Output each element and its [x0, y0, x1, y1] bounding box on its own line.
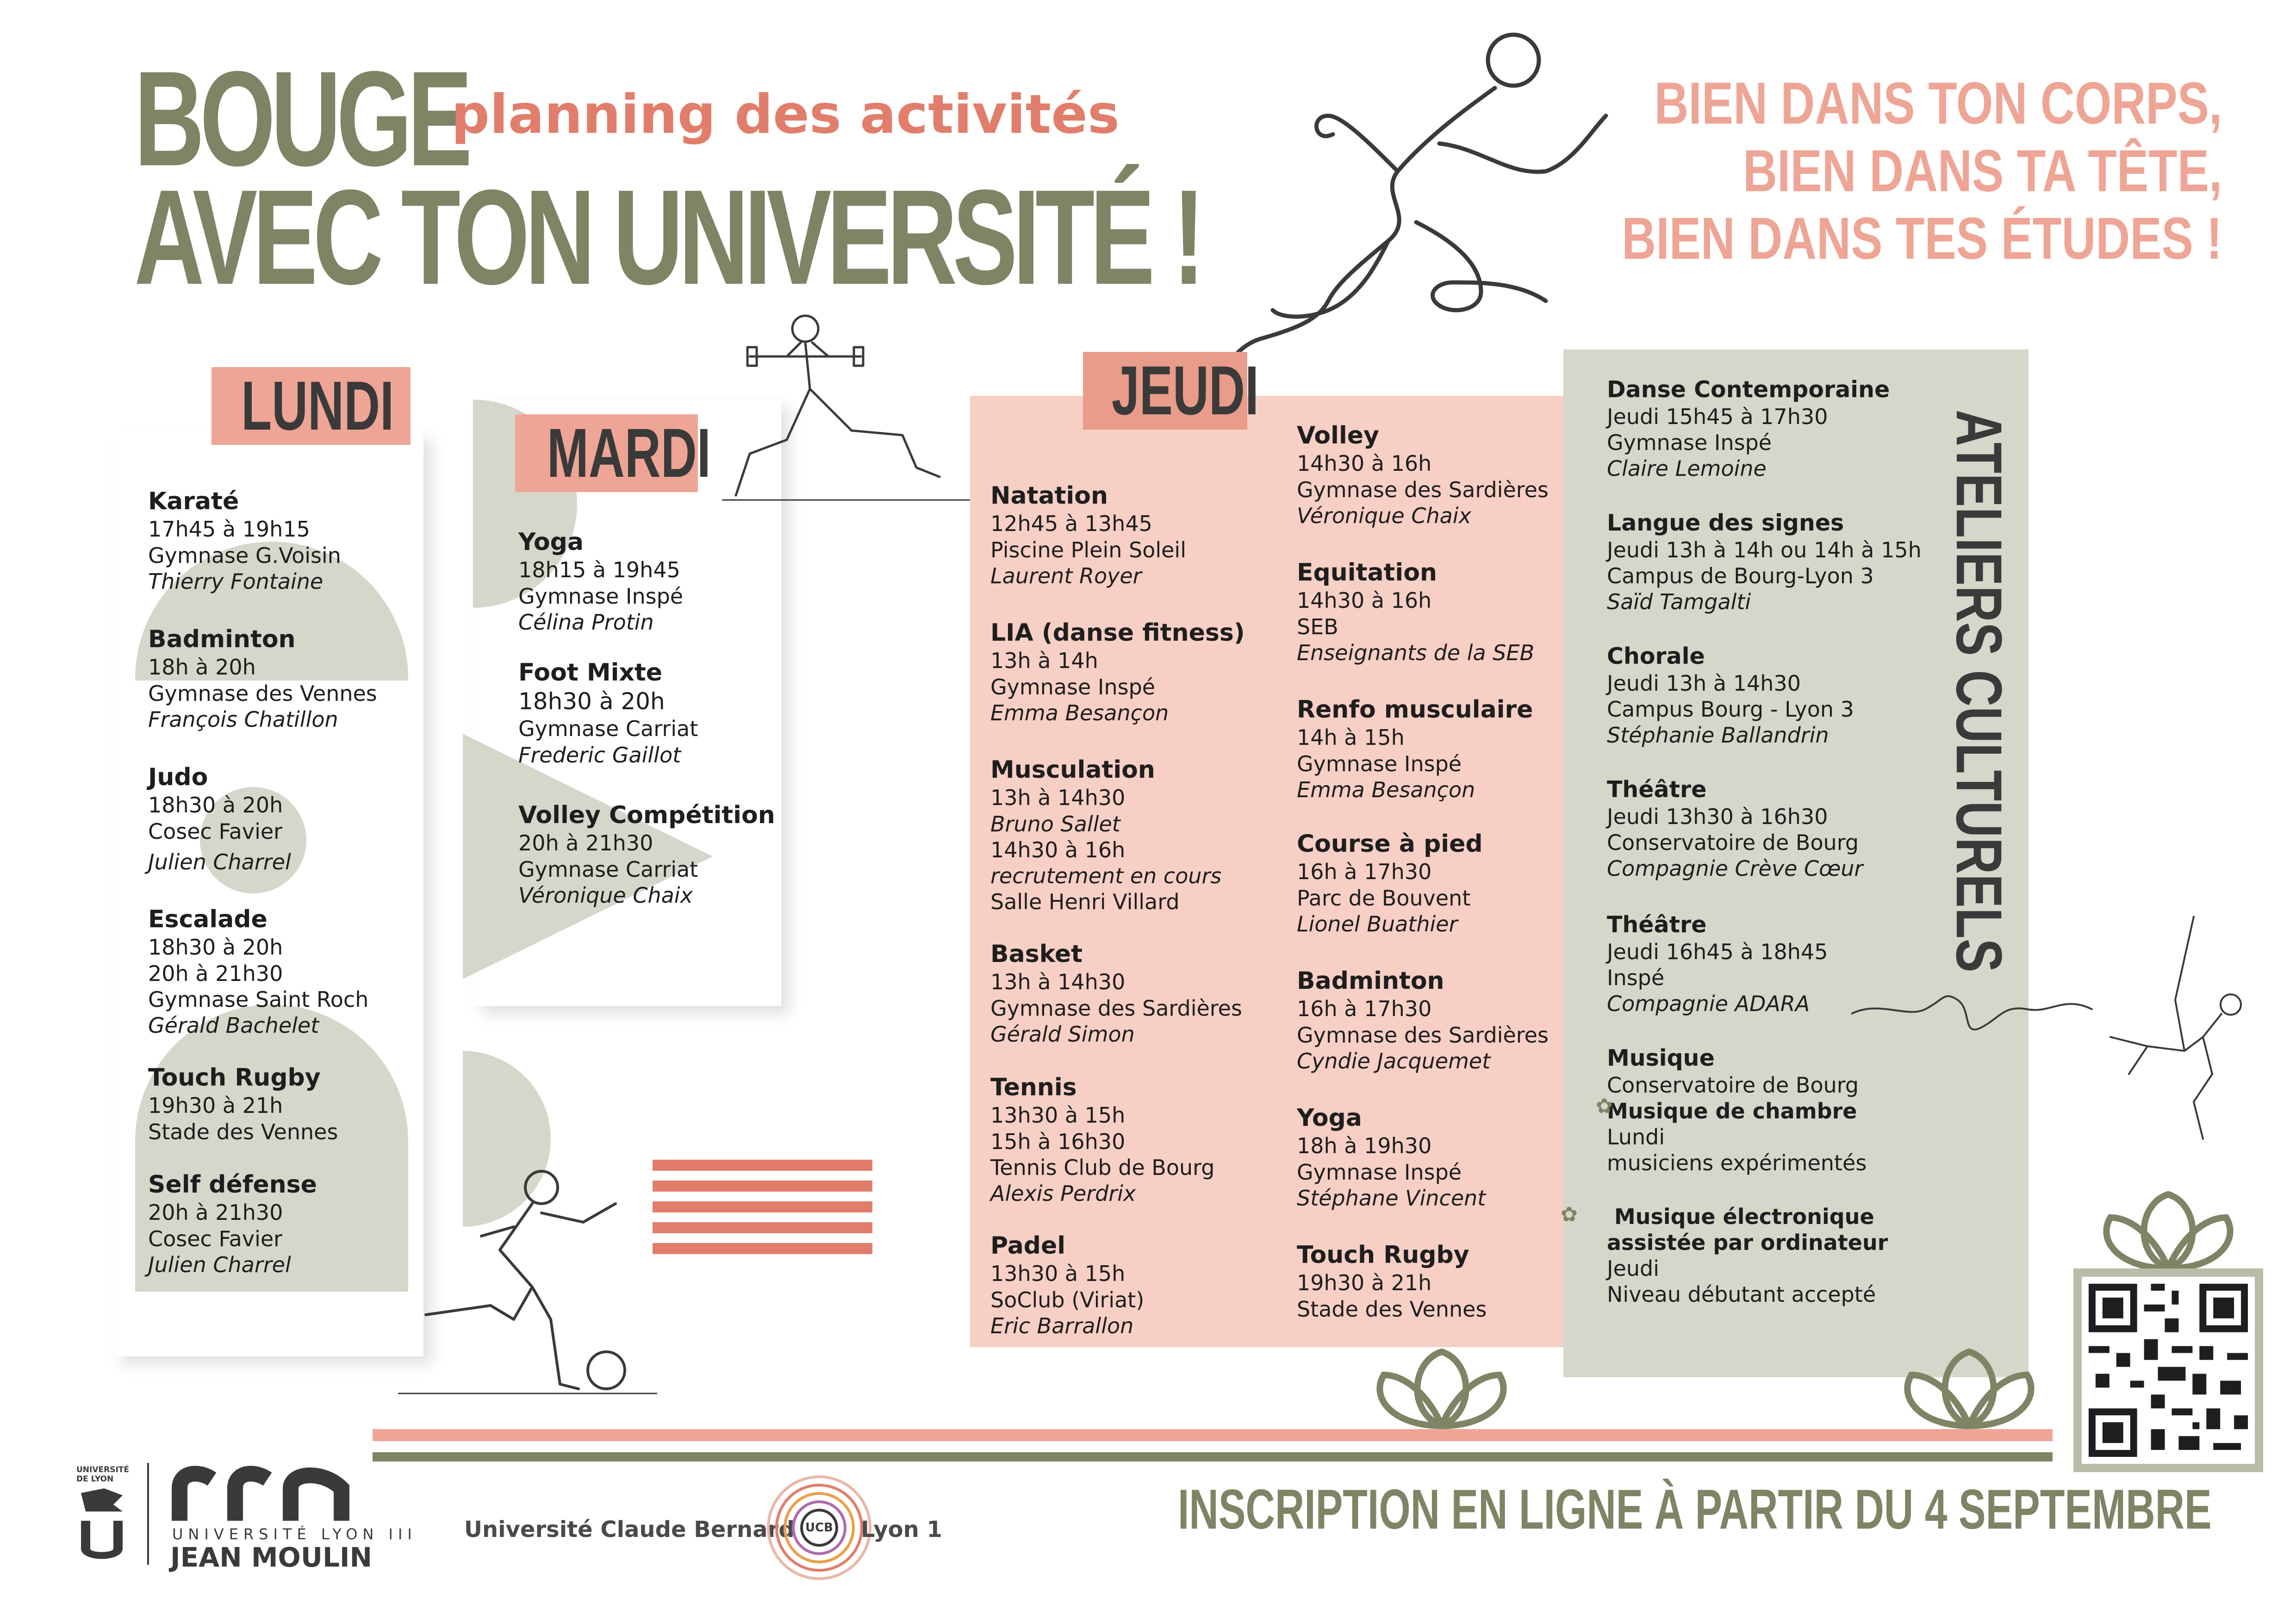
activity-volley: Volley 14h30 à 16h Gymnase des Sardières Véronique Chaix — [1297, 422, 1549, 528]
atelier-langue-signes: Langue des signes Jeudi 13h à 14h ou 14h à 15h Campus de Bourg-Lyon 3 Saïd Tamgalti — [1607, 510, 1922, 614]
activity-name: LIA (danse fitness) — [990, 619, 1245, 647]
activity-musculation: Musculation 13h à 14h30 Bruno Sallet 14h30 à 16h recrutement en cours Salle Henri Villard — [990, 756, 1222, 914]
activity-name: Volley — [1297, 422, 1379, 450]
ateliers-title: ATELIERS CULTURELS — [1943, 410, 2016, 973]
decor-plant — [2092, 1185, 2245, 1273]
footballer-illustration — [398, 1167, 657, 1403]
activity-name: Natation — [990, 482, 1108, 510]
ucbl-lyon1: Lyon 1 — [861, 1517, 942, 1543]
activity-name: Equitation — [1297, 559, 1437, 587]
activity-natation: Natation 12h45 à 13h45 Piscine Plein Soleil Laurent Royer — [990, 482, 1186, 588]
slogan-line: BIEN DANS TES ÉTUDES ! — [1621, 206, 2222, 272]
logo-universite-de-lyon: UNIVERSITÉ DE LYON — [76, 1465, 132, 1564]
activity-name: Yoga — [1297, 1104, 1362, 1132]
activity-name: Langue des signes — [1607, 510, 1844, 536]
day-tag-mardi: MARDI — [515, 414, 698, 492]
activity-name: Tennis — [990, 1074, 1077, 1101]
activity-name: Course à pied — [1297, 830, 1483, 858]
activity-equitation: Equitation 14h30 à 16h SEB Enseignants de la SEB — [1297, 559, 1535, 665]
activity-karate: Karaté 17h45 à 19h15 Gymnase G.Voisin Thierry Fontaine — [148, 487, 341, 594]
activity-touch-rugby: Touch Rugby 19h30 à 21h Stade des Vennes — [148, 1064, 338, 1144]
activity-renfo: Renfo musculaire 14h à 15h Gymnase Inspé Emma Besançon — [1297, 696, 1533, 802]
activity-name: Self défense — [148, 1171, 317, 1199]
activity-name: Badminton — [148, 625, 296, 653]
activity-course: Course à pied 16h à 17h30 Parc de Bouvent Lionel Buathier — [1297, 830, 1483, 937]
page-subtitle: planning des activités — [451, 83, 1120, 146]
atelier-chorale: Chorale Jeudi 13h à 14h30 Campus Bourg - Lyon 3 Stéphanie Ballandrin — [1607, 643, 1854, 748]
activity-name: Musculation — [990, 756, 1155, 784]
activity-name: Padel — [990, 1232, 1066, 1260]
atelier-musique: Musique Conservatoire de Bourg Musique de chambre Lundi musiciens expérimentés — [1607, 1045, 1867, 1176]
activity-foot-mixte: Foot Mixte 18h30 à 20h Gymnase Carriat Frederic Gaillot — [518, 659, 698, 768]
flower-bullet-icon: ✿ — [1596, 1094, 1613, 1118]
activity-name: Danse Contemporaine — [1607, 376, 1890, 403]
activity-volley-competition: Volley Compétition 20h à 21h30 Gymnase Carriat Véronique Chaix — [518, 801, 775, 908]
lyon3-title: JEAN MOULIN — [170, 1542, 373, 1573]
atelier-danse: Danse Contemporaine Jeudi 15h45 à 17h30 Gymnase Inspé Claire Lemoine — [1607, 376, 1890, 481]
activity-name: Karaté — [148, 487, 239, 515]
atelier-theatre-2: Théâtre Jeudi 16h45 à 18h45 Inspé Compagnie ADARA — [1607, 912, 1828, 1016]
activity-lia: LIA (danse fitness) 13h à 14h Gymnase Inspé Emma Besançon — [990, 619, 1245, 725]
qr-code-icon — [2082, 1277, 2255, 1464]
divider — [373, 1429, 2053, 1441]
divider — [373, 1452, 2053, 1462]
day-tag-lundi: LUNDI — [212, 367, 411, 445]
registration-banner: INSCRIPTION EN LIGNE À PARTIR DU 4 SEPTEMBRE — [1178, 1478, 2212, 1541]
activity-name: Touch Rugby — [1297, 1241, 1469, 1269]
slogan — [1621, 70, 2222, 277]
activity-name: Volley Compétition — [518, 801, 775, 829]
dancer-illustration — [1851, 898, 2259, 1167]
atelier-musique-electronique: Musique électronique assistée par ordinateur Jeudi Niveau débutant accepté — [1607, 1204, 1888, 1307]
lion-icon — [76, 1484, 127, 1562]
svg-text:UCB: UCB — [805, 1521, 834, 1535]
decor-plant — [1365, 1343, 1518, 1430]
activity-name: Escalade — [148, 906, 268, 933]
activity-yoga-jeudi: Yoga 18h à 19h30 Gymnase Inspé Stéphane Vincent — [1297, 1104, 1486, 1211]
activity-basket: Basket 13h à 14h30 Gymnase des Sardières Gérald Simon — [990, 940, 1242, 1047]
atelier-theatre-1: Théâtre Jeudi 13h30 à 16h30 Conservatoire de Bourg Compagnie Crève Cœur — [1607, 776, 1863, 881]
activity-name: Théâtre — [1607, 776, 1707, 803]
activity-name: Yoga — [518, 528, 584, 556]
flower-bullet-icon: ✿ — [1561, 1203, 1578, 1226]
activity-name: Renfo musculaire — [1297, 696, 1533, 724]
qr-code[interactable] — [2073, 1268, 2263, 1472]
activity-name: Judo — [148, 763, 208, 791]
activity-name: Touch Rugby — [148, 1064, 321, 1092]
title-line-1: BOUGE — [134, 43, 468, 194]
activity-tennis: Tennis 13h30 à 15h 15h à 16h30 Tennis Club de Bourg Alexis Perdrix — [990, 1074, 1215, 1206]
activity-self-defense: Self défense 20h à 21h30 Cosec Favier Julien Charrel — [148, 1171, 317, 1277]
activity-name: Badminton — [1297, 967, 1444, 995]
divider — [147, 1463, 149, 1565]
activity-escalade: Escalade 18h30 à 20h 20h à 21h30 Gymnase Saint Roch Gérald Bachelet — [148, 906, 369, 1038]
activity-judo: Judo 18h30 à 20h Cosec Favier Julien Charrel — [148, 763, 291, 874]
activity-badminton: Badminton 18h à 20h Gymnase des Vennes François Chatillon — [148, 625, 377, 732]
activity-yoga: Yoga 18h15 à 19h45 Gymnase Inspé Célina Protin — [518, 528, 684, 635]
slogan-line: BIEN DANS TON CORPS, — [1654, 70, 2222, 137]
activity-padel: Padel 13h30 à 15h SoClub (Viriat) Eric Barrallon — [990, 1232, 1145, 1338]
activity-touch-rugby-jeudi: Touch Rugby 19h30 à 21h Stade des Vennes — [1297, 1241, 1487, 1322]
decor-plant — [1893, 1343, 2046, 1430]
activity-name: Chorale — [1607, 643, 1705, 669]
slogan-line: BIEN DANS TA TÊTE, — [1742, 138, 2222, 204]
activity-name: Théâtre — [1607, 912, 1707, 938]
activity-name: Foot Mixte — [518, 659, 663, 687]
ucbl-name: Université Claude Bernard — [464, 1517, 795, 1543]
activity-badminton-jeudi: Badminton 16h à 17h30 Gymnase des Sardières Cyndie Jacquemet — [1297, 967, 1549, 1074]
title-line-2: AVEC TON UNIVERSITÉ ! — [134, 162, 1201, 312]
activity-name: Musique — [1607, 1045, 1715, 1071]
activity-name: Basket — [990, 940, 1083, 968]
weightlifter-illustration — [722, 301, 981, 514]
logo-lyon3-mark — [170, 1461, 355, 1521]
runner-illustration — [1222, 23, 1629, 403]
day-tag-jeudi: JEUDI — [1083, 352, 1247, 430]
lyon3-subtitle: UNIVERSITÉ LYON III — [172, 1525, 417, 1543]
ucbl-logo-icon — [764, 1472, 875, 1583]
